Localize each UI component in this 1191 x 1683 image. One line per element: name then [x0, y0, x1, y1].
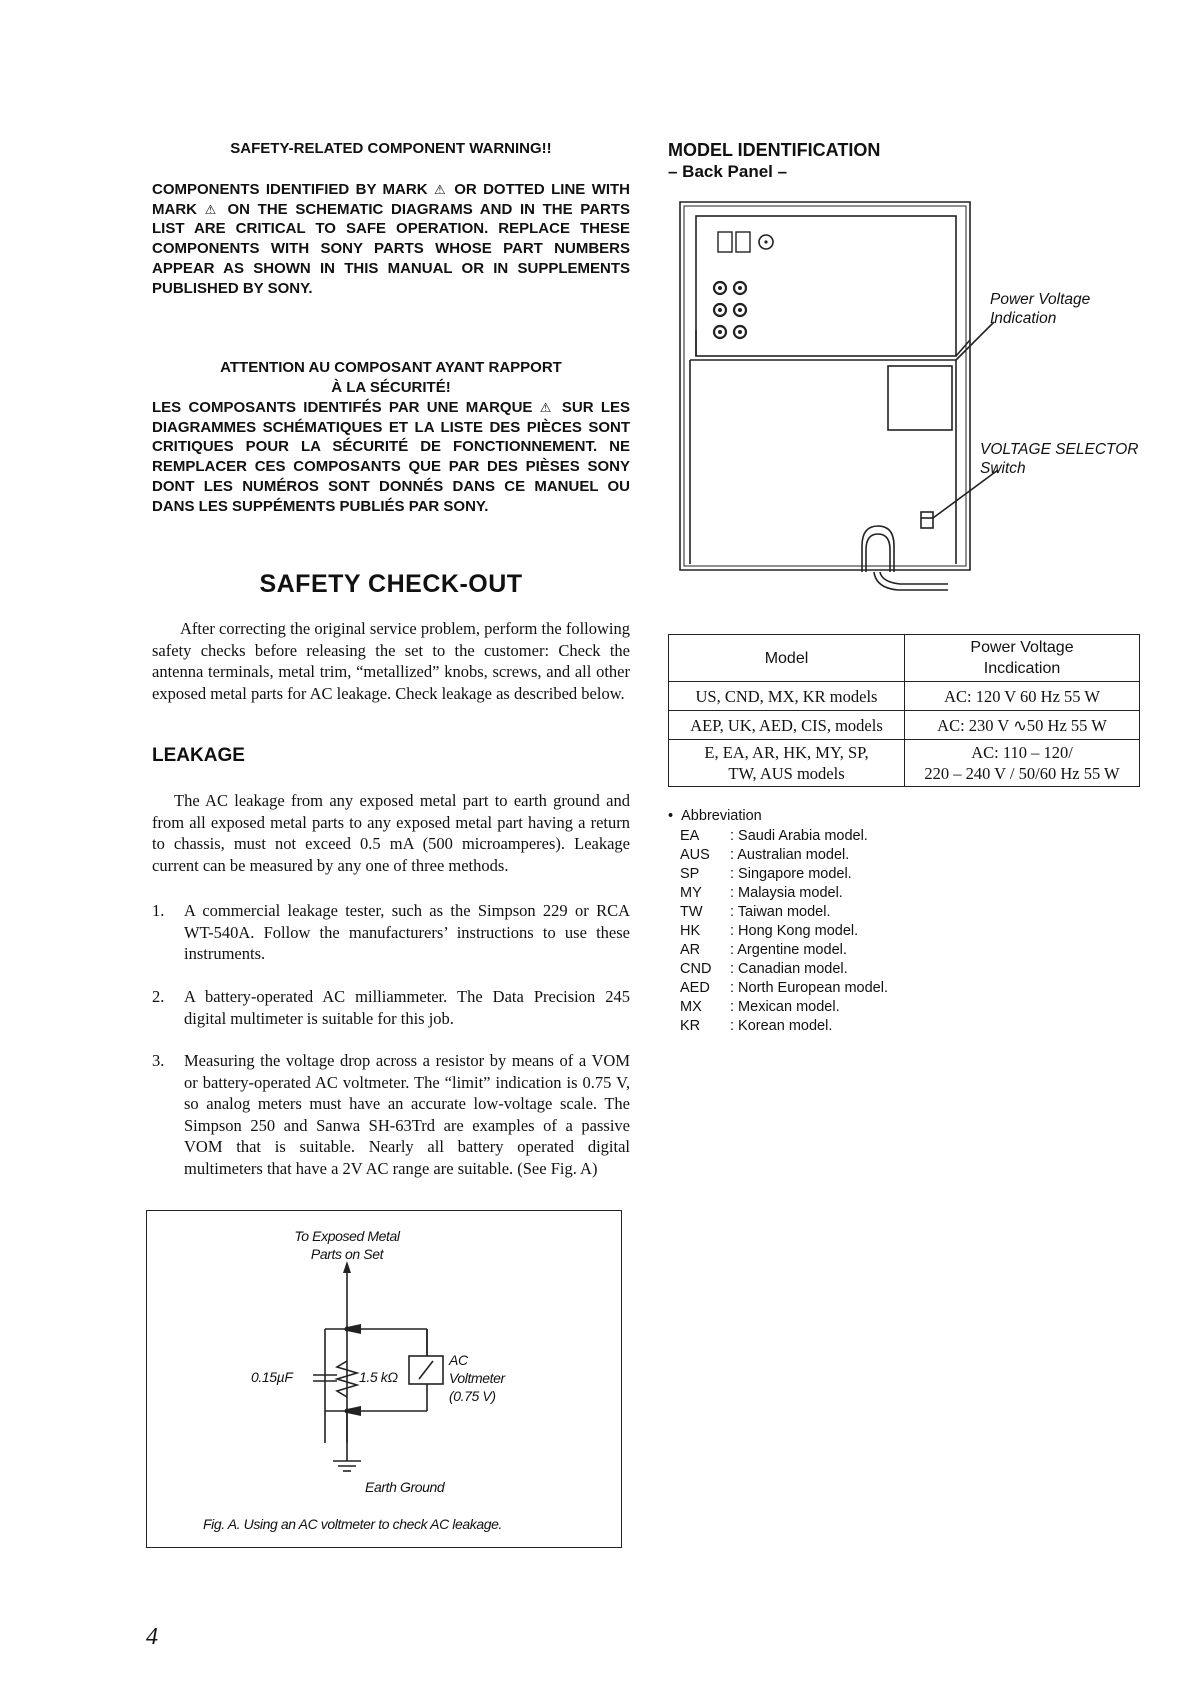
- table-cell-model: AEP, UK, AED, CIS, models: [669, 711, 905, 740]
- list-item: HK : Hong Kong model.: [680, 923, 859, 939]
- warning-mark-icon: ⚠: [433, 182, 448, 197]
- figure-a-box: [146, 1210, 622, 1548]
- list-item-text: A battery-operated AC milliammeter. The Data Precision 245 digital multimeter is suitable for this job.: [184, 987, 630, 1028]
- table-header-power-voltage: Power Voltage Incdication: [905, 635, 1140, 682]
- list-item-number: 1.: [152, 901, 165, 920]
- ground-label: Earth Ground: [365, 1479, 445, 1495]
- capacitor-label: 0.15µF: [251, 1369, 293, 1385]
- abbreviation-heading: • Abbreviation: [668, 808, 762, 824]
- leakage-heading: LEAKAGE: [152, 745, 245, 766]
- back-panel-drawing: [676, 200, 1006, 610]
- leakage-paragraph: The AC leakage from any exposed metal part to earth ground and from all exposed metal parts to any exposed metal part having a return to chassis, must not exceed 0.5 mA (500 microamperes). Leakage current can be measured by any one of three methods.: [152, 791, 630, 875]
- back-panel-subheading: – Back Panel –: [668, 162, 788, 181]
- list-item-number: 3.: [152, 1051, 165, 1070]
- model-voltage-table: [668, 634, 1140, 787]
- list-item-text: A commercial leakage tester, such as the Simpson 229 or RCA WT-540A. Follow the manufacturers’ instructions to use these instruments.: [184, 901, 630, 964]
- safety-intro-paragraph: After correcting the original service problem, perform the following safety checks before releasing the set to the customer: Check the antenna terminals, metal trim, “metallized” knobs, screws, and all other exposed metal parts for AC leakage. Check leakage as described below.: [152, 619, 630, 703]
- list-item-number: 2.: [152, 987, 165, 1006]
- list-item: AUS : Australian model.: [680, 847, 850, 863]
- table-row: [669, 682, 1140, 711]
- list-item: TW : Taiwan model.: [680, 904, 831, 920]
- warning-mark-icon: ⚠: [539, 400, 555, 415]
- abbreviation-list: [680, 827, 888, 1036]
- resistor-label: 1.5 kΩ: [359, 1369, 398, 1385]
- safety-checkout-heading: SAFETY CHECK-OUT: [259, 570, 523, 598]
- table-row: [669, 740, 1140, 787]
- figure-label-top: To Exposed Metal Parts on Set: [294, 1228, 400, 1262]
- power-voltage-indication-label: Power Voltage Indication: [990, 291, 1091, 327]
- list-item: KR : Korean model.: [680, 1018, 833, 1034]
- warning-text-fr: LES COMPOSANTS IDENTIFÉS PAR UNE MARQUE ⚠ SUR LES DIAGRAMMES SCHÉMATIQUES ET LA LISTE DES PIÈCES SONT CRITIQUES POUR LA SÉCURITÉ DE FONCTIONNEMENT. NE REMPLACER CES COMPOSANTS QUE PAR DES PIÈSES SONY DONT LES NUMÉROS SONT DONNÉS DANS CE MANUEL OU DANS LES SUPPÉMENTS PUBLIÉS PAR SONY.: [152, 399, 631, 515]
- table-header-model: Model: [669, 635, 905, 682]
- warning-text-en: COMPONENTS IDENTIFIED BY MARK ⚠ OR DOTTED LINE WITH MARK ⚠ ON THE SCHEMATIC DIAGRAMS AND IN THE PARTS LIST ARE CRITICAL TO SAFE OPERATION. REPLACE THESE COMPONENTS WITH SONY PARTS WHOSE PART NUMBERS APPEAR AS SHOWN IN THIS MANUAL OR IN SUPPLEMENTS PUBLISHED BY SONY.: [152, 181, 631, 297]
- voltmeter-label: AC Voltmeter (0.75 V): [449, 1352, 505, 1404]
- table-cell-voltage: AC: 230 V ∿50 Hz 55 W: [905, 711, 1140, 740]
- voltage-selector-label: VOLTAGE SELECTOR Switch: [980, 441, 1139, 477]
- list-item: AR : Argentine model.: [680, 942, 847, 958]
- figure-caption: Fig. A. Using an AC voltmeter to check AC leakage.: [203, 1516, 503, 1532]
- list-item: AED : North European model.: [680, 980, 888, 996]
- list-item-text: Measuring the voltage drop across a resistor by means of a VOM or battery-operated AC voltmeter. The “limit” indication is 0.75 V, so analog meters must have an accurate low-voltage scale. The Simpson 250 and Sanwa SH-63Trd are examples of a passive VOM that is suitable. Nearly all battery operated digital multimeters that have a 2V AC range are suitable. (See Fig. A): [184, 1051, 630, 1178]
- table-cell-voltage: AC: 120 V 60 Hz 55 W: [905, 682, 1140, 711]
- list-item: MX : Mexican model.: [680, 999, 840, 1015]
- table-cell-model: E, EA, AR, HK, MY, SP, TW, AUS models: [669, 740, 905, 787]
- warning-title-fr: ATTENTION AU COMPOSANT AYANT RAPPORT À LA SÉCURITÉ!: [220, 359, 562, 396]
- table-row: [669, 711, 1140, 740]
- list-item: SP : Singapore model.: [680, 866, 852, 882]
- bullet-icon: •: [668, 808, 682, 824]
- warning-title-en: SAFETY-RELATED COMPONENT WARNING!!: [230, 140, 552, 157]
- list-item: CND : Canadian model.: [680, 961, 848, 977]
- table-header-row: [669, 635, 1140, 682]
- table-cell-voltage: AC: 110 – 120/ 220 – 240 V / 50/60 Hz 55 W: [905, 740, 1140, 787]
- list-item: MY : Malaysia model.: [680, 885, 843, 901]
- table-cell-model: US, CND, MX, KR models: [669, 682, 905, 711]
- page-number: 4: [146, 1624, 158, 1650]
- warning-mark-icon: ⚠: [204, 201, 220, 217]
- list-item: EA : Saudi Arabia model.: [680, 828, 868, 844]
- model-identification-heading: MODEL IDENTIFICATION: [668, 140, 881, 160]
